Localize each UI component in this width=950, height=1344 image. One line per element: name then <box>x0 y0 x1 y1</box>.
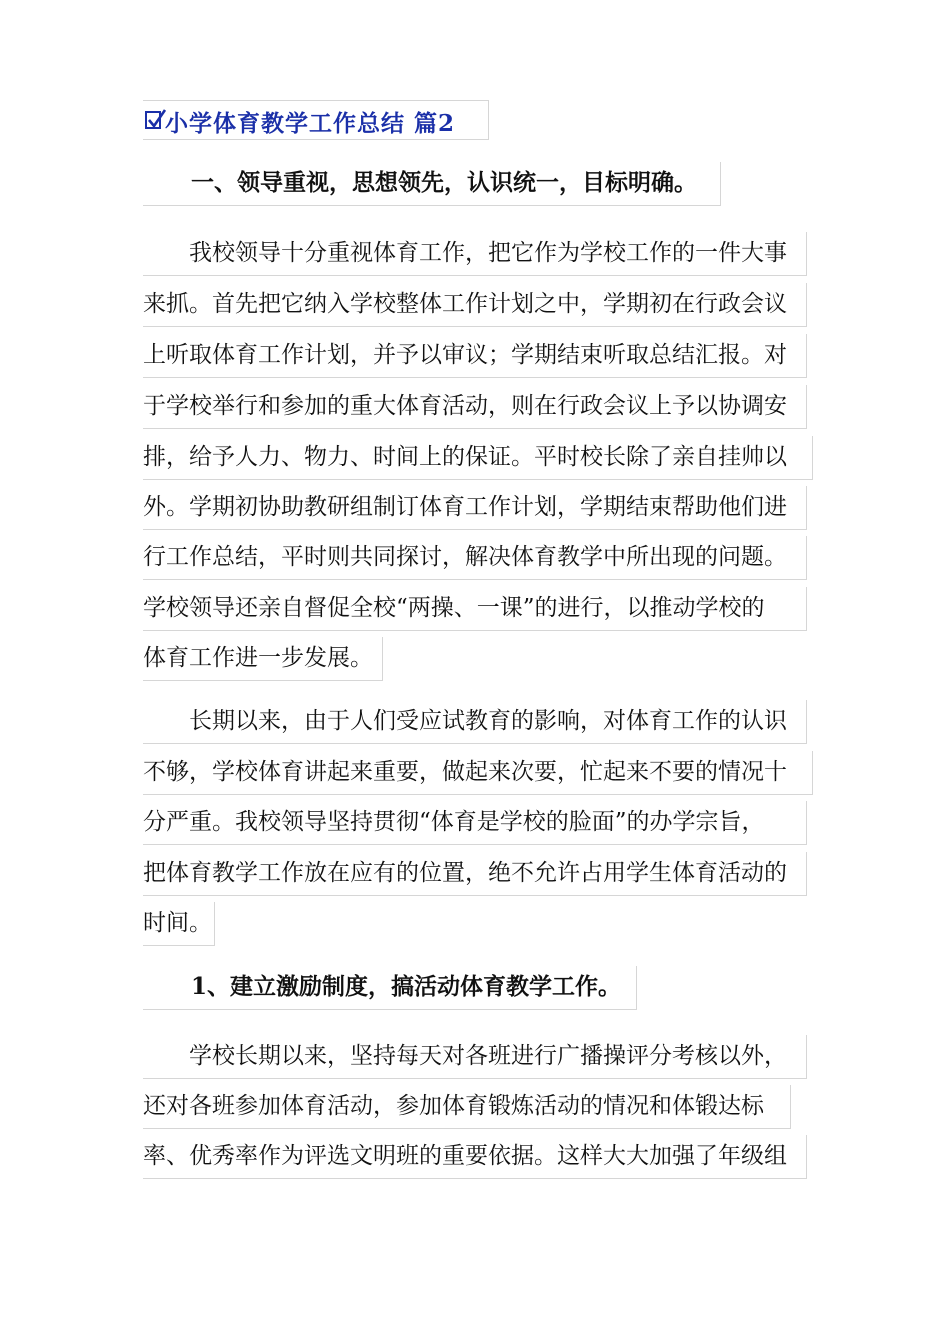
paragraph-3-line: 还对各班参加体育活动，参加体育锻炼活动的情况和体锻达标 <box>143 1085 791 1129</box>
paragraph-3-line: 学校长期以来，坚持每天对各班进行广播操评分考核以外， <box>143 1035 807 1079</box>
paragraph-2-line: 把体育教学工作放在应有的位置，绝不允许占用学生体育活动的 <box>143 852 807 896</box>
paragraph-2-line: 时间。 <box>143 902 215 946</box>
checkbox-checked-icon <box>145 111 161 129</box>
paragraph-1-line: 体育工作进一步发展。 <box>143 637 383 681</box>
paragraph-1-line: 我校领导十分重视体育工作，把它作为学校工作的一件大事 <box>143 232 807 276</box>
paragraph-2-line: 长期以来，由于人们受应试教育的影响，对体育工作的认识 <box>143 700 807 744</box>
paragraph-1-line: 排，给予人力、物力、时间上的保证。平时校长除了亲自挂帅以 <box>143 436 813 480</box>
document-title: 小学体育教学工作总结 篇2 <box>165 110 456 137</box>
paragraph-1-line: 上听取体育工作计划，并予以审议；学期结束听取总结汇报。对 <box>143 334 807 378</box>
paragraph-1-line: 外。学期初协助教研组制订体育工作计划，学期结束帮助他们进 <box>143 486 807 530</box>
paragraph-1-line: 来抓。首先把它纳入学校整体工作计划之中，学期初在行政会议 <box>143 283 807 327</box>
section-heading-1: 一、领导重视，思想领先，认识统一，目标明确。 <box>143 162 721 206</box>
paragraph-3-line: 率、优秀率作为评选文明班的重要依据。这样大大加强了年级组 <box>143 1135 807 1179</box>
paragraph-2-line: 不够，学校体育讲起来重要，做起来次要，忙起来不要的情况十 <box>143 751 813 795</box>
paragraph-1-line: 于学校举行和参加的重大体育活动，则在行政会议上予以协调安 <box>143 385 807 429</box>
paragraph-2-line: 分严重。我校领导坚持贯彻“体育是学校的脸面”的办学宗旨， <box>143 801 807 845</box>
paragraph-1-line: 学校领导还亲自督促全校“两操、一课”的进行，以推动学校的 <box>143 587 807 631</box>
section-heading-2: 1、建立激励制度，搞活动体育教学工作。 <box>143 966 637 1010</box>
paragraph-1-line: 行工作总结，平时则共同探讨，解决体育教学中所出现的问题。 <box>143 536 807 580</box>
document-title-box <box>143 100 489 140</box>
